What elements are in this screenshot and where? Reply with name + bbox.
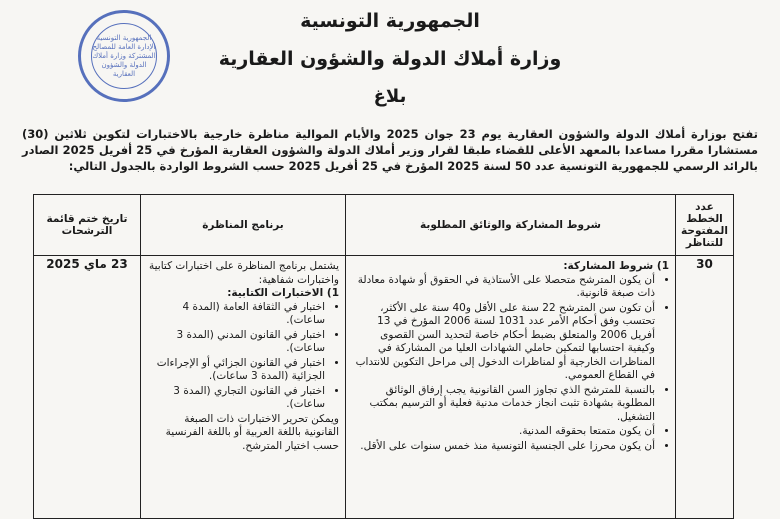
header-program: برنامج المناظرة xyxy=(141,195,346,256)
cell-program xyxy=(141,256,346,519)
cell-conditions xyxy=(346,256,676,519)
table-header-row xyxy=(34,195,734,256)
program-item: • اختبار في القانون المدني (المدة 3 ساعات). xyxy=(147,329,325,356)
program-note: ويمكن تحرير الاختبارات ذات الصبغة القانونية باللغة العربية أو باللغة الفرنسية حسب اختيار المترشح. xyxy=(165,412,339,452)
conditions-item: • أن تكون سن المترشح 22 سنة على الأقل و40 سنة على الأكثر، تحتسب وفق أحكام الأمر عدد 1031 لسنة 2006 المؤرخ في 13 أفريل 2006 والمتعلق بضبط أحكام خاصة لتحديد السن القصوى وكيفية احتسابها لتمكين حاملي الشهادات العليا من المشاركة في المناظرات الخارجية أو لمناظرات الدخول إلى مراحل التكوين للانتداب في القطاع العمومي. xyxy=(352,302,655,383)
program-title: 1) الاختبارات الكتابية: xyxy=(227,287,339,299)
conditions-item: • أن يكون المترشح متحصلا على الأستاذية في الحقوق أو شهادة معادلة ذات صبغة قانونية. xyxy=(352,274,655,301)
ministry-title: وزارة أملاك الدولة والشؤون العقارية xyxy=(218,48,562,70)
program-item: • اختبار في الثقافة العامة (المدة 4 ساعات). xyxy=(147,301,325,328)
conditions-title: 1) شروط المشاركة: xyxy=(563,260,669,272)
conditions-item: • أن يكون محرزا على الجنسية التونسية منذ خمس سنوات على الأقل. xyxy=(352,440,655,454)
table-row xyxy=(34,256,734,519)
header-deadline: تاريخ ختم قائمة الترشحات xyxy=(34,195,141,256)
conditions-item: • أن يكون متمتعا بحقوقه المدنية. xyxy=(352,425,655,439)
program-intro: يشتمل برنامج المناظرة على اختبارات كتابية واختبارات شفاهية: xyxy=(148,260,339,286)
program-item: • اختبار في القانون الجزائي أو الإجراءات الجزائية (المدة 3 ساعات). xyxy=(147,357,325,384)
notice-title: بلاغ xyxy=(373,86,407,107)
conditions-item: • بالنسبة للمترشح الذي تجاوز السن القانونية يجب إرفاق الوثائق المطلوبة بشهادة تثبت انجاز خدمات مدنية فعلية أو الترسيم بمكتب التشغيل. xyxy=(352,384,655,425)
header-count: عدد الخطط المفتوحة للتناظر xyxy=(676,195,734,256)
program-item: • اختبار في القانون التجاري (المدة 3 ساعات). xyxy=(147,385,325,412)
conditions-list xyxy=(352,274,669,454)
header-conditions: شروط المشاركة والوثائق المطلوبة xyxy=(346,195,676,256)
republic-title: الجمهورية التونسية xyxy=(300,10,480,32)
conditions-table xyxy=(33,194,734,519)
program-list xyxy=(147,301,339,412)
cell-deadline: 23 ماي 2025 xyxy=(34,256,141,519)
intro-paragraph: تفتح بوزارة أملاك الدولة والشؤون العقارية يوم 23 جوان 2025 والأيام الموالية مناظرة خارجية بالاختبارات لتكوين ثلاثين (30) مستشارا مقررا مساعدا بالمعهد الأعلى للقضاء طبقا لقرار وزير أملاك الدولة والشؤون العقارية المؤرخ في 25 أفريل 2025 الصادر بالرائد الرسمي للجمهورية التونسية عدد 50 لسنة 2025 المؤرخ في 25 أفريل 2025 حسب الشروط الواردة بالجدول التالي: xyxy=(22,127,758,173)
stamp-text: الجمهورية التونسية الإدارة العامة للمصالح المشتركة وزارة أملاك الدولة والشؤون العقارية xyxy=(92,33,156,78)
cell-count: 30 xyxy=(676,256,734,519)
